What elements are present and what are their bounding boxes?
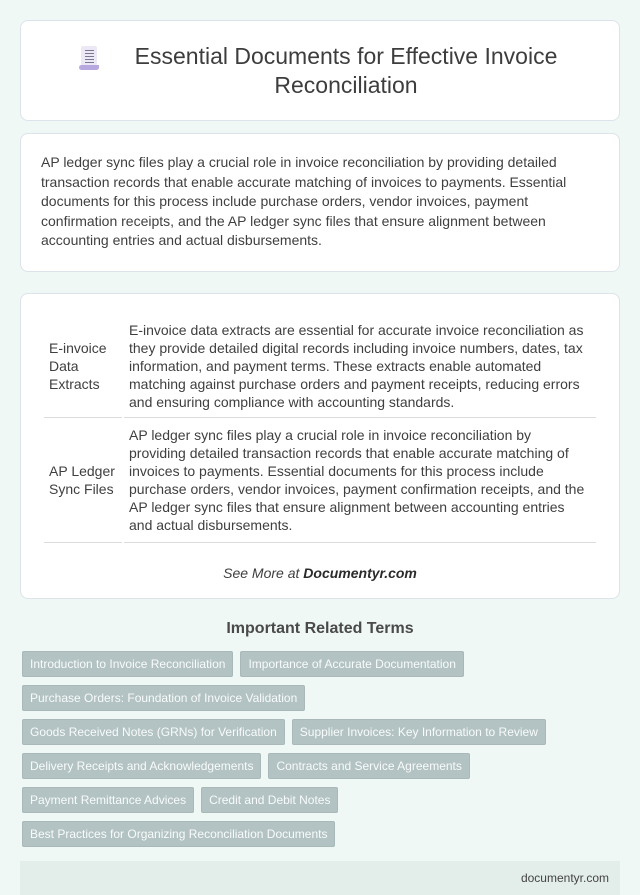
header-card	[20, 20, 620, 121]
see-more	[42, 565, 598, 581]
related-term-tag[interactable]: Delivery Receipts and Acknowledgements	[22, 753, 261, 779]
related-term-tag[interactable]: Importance of Accurate Documentation	[240, 651, 463, 677]
related-term-tag[interactable]: Credit and Debit Notes	[201, 787, 338, 813]
description-cell: AP ledger sync files play a crucial role in invoice reconciliation by providing detailed transaction records that enable accurate matching of invoices to payments. Essential documents for this process include purchase orders, vendor invoices, payment confirmation receipts, and the AP ledger sync files that ensure alignment between accounting entries and actual disbursements.	[124, 418, 596, 543]
term-cell: AP Ledger Sync Files	[44, 418, 122, 543]
related-term-tag[interactable]: Payment Remittance Advices	[22, 787, 194, 813]
receipt-icon	[79, 46, 99, 70]
documents-table-card	[20, 293, 620, 599]
description-cell: E-invoice data extracts are essential for accurate invoice reconciliation as they provide detailed digital records including invoice numbers, dates, tax information, and payment terms. These extracts enable automated matching against purchase orders and payment receipts, reducing errors and ensuring compliance with accounting standards.	[124, 314, 596, 418]
related-term-tag[interactable]: Introduction to Invoice Reconciliation	[22, 651, 233, 677]
footer-site-link[interactable]: documentyr.com	[520, 871, 609, 885]
intro-card	[20, 133, 620, 272]
related-term-tag[interactable]: Goods Received Notes (GRNs) for Verification	[22, 719, 285, 745]
related-term-tag[interactable]: Supplier Invoices: Key Information to Review	[292, 719, 546, 745]
term-cell: E-invoice Data Extracts	[44, 314, 122, 418]
related-terms-title: Important Related Terms	[226, 620, 414, 637]
see-more-prefix: See More at	[223, 565, 304, 581]
header-inner	[79, 42, 561, 100]
see-more-link[interactable]: Documentyr.com	[303, 565, 417, 581]
related-term-tag[interactable]: Purchase Orders: Foundation of Invoice Validation	[22, 685, 305, 711]
related-terms-list	[20, 651, 580, 855]
intro-text: AP ledger sync files play a crucial role in invoice reconciliation by providing detailed transaction records that enable accurate matching of invoices to payments. Essential documents for this process include purchase orders, vendor invoices, payment confirmation receipts, and the AP ledger sync files that ensure alignment between accounting entries and actual disbursements.	[41, 154, 567, 248]
table-row	[44, 314, 596, 418]
documents-table	[42, 314, 598, 543]
table-row	[44, 418, 596, 543]
related-term-tag[interactable]: Contracts and Service Agreements	[268, 753, 469, 779]
footer-bar	[20, 861, 620, 895]
page-title: Essential Documents for Effective Invoice Reconciliation	[134, 42, 558, 98]
related-term-tag[interactable]: Best Practices for Organizing Reconciliation Documents	[22, 821, 335, 847]
